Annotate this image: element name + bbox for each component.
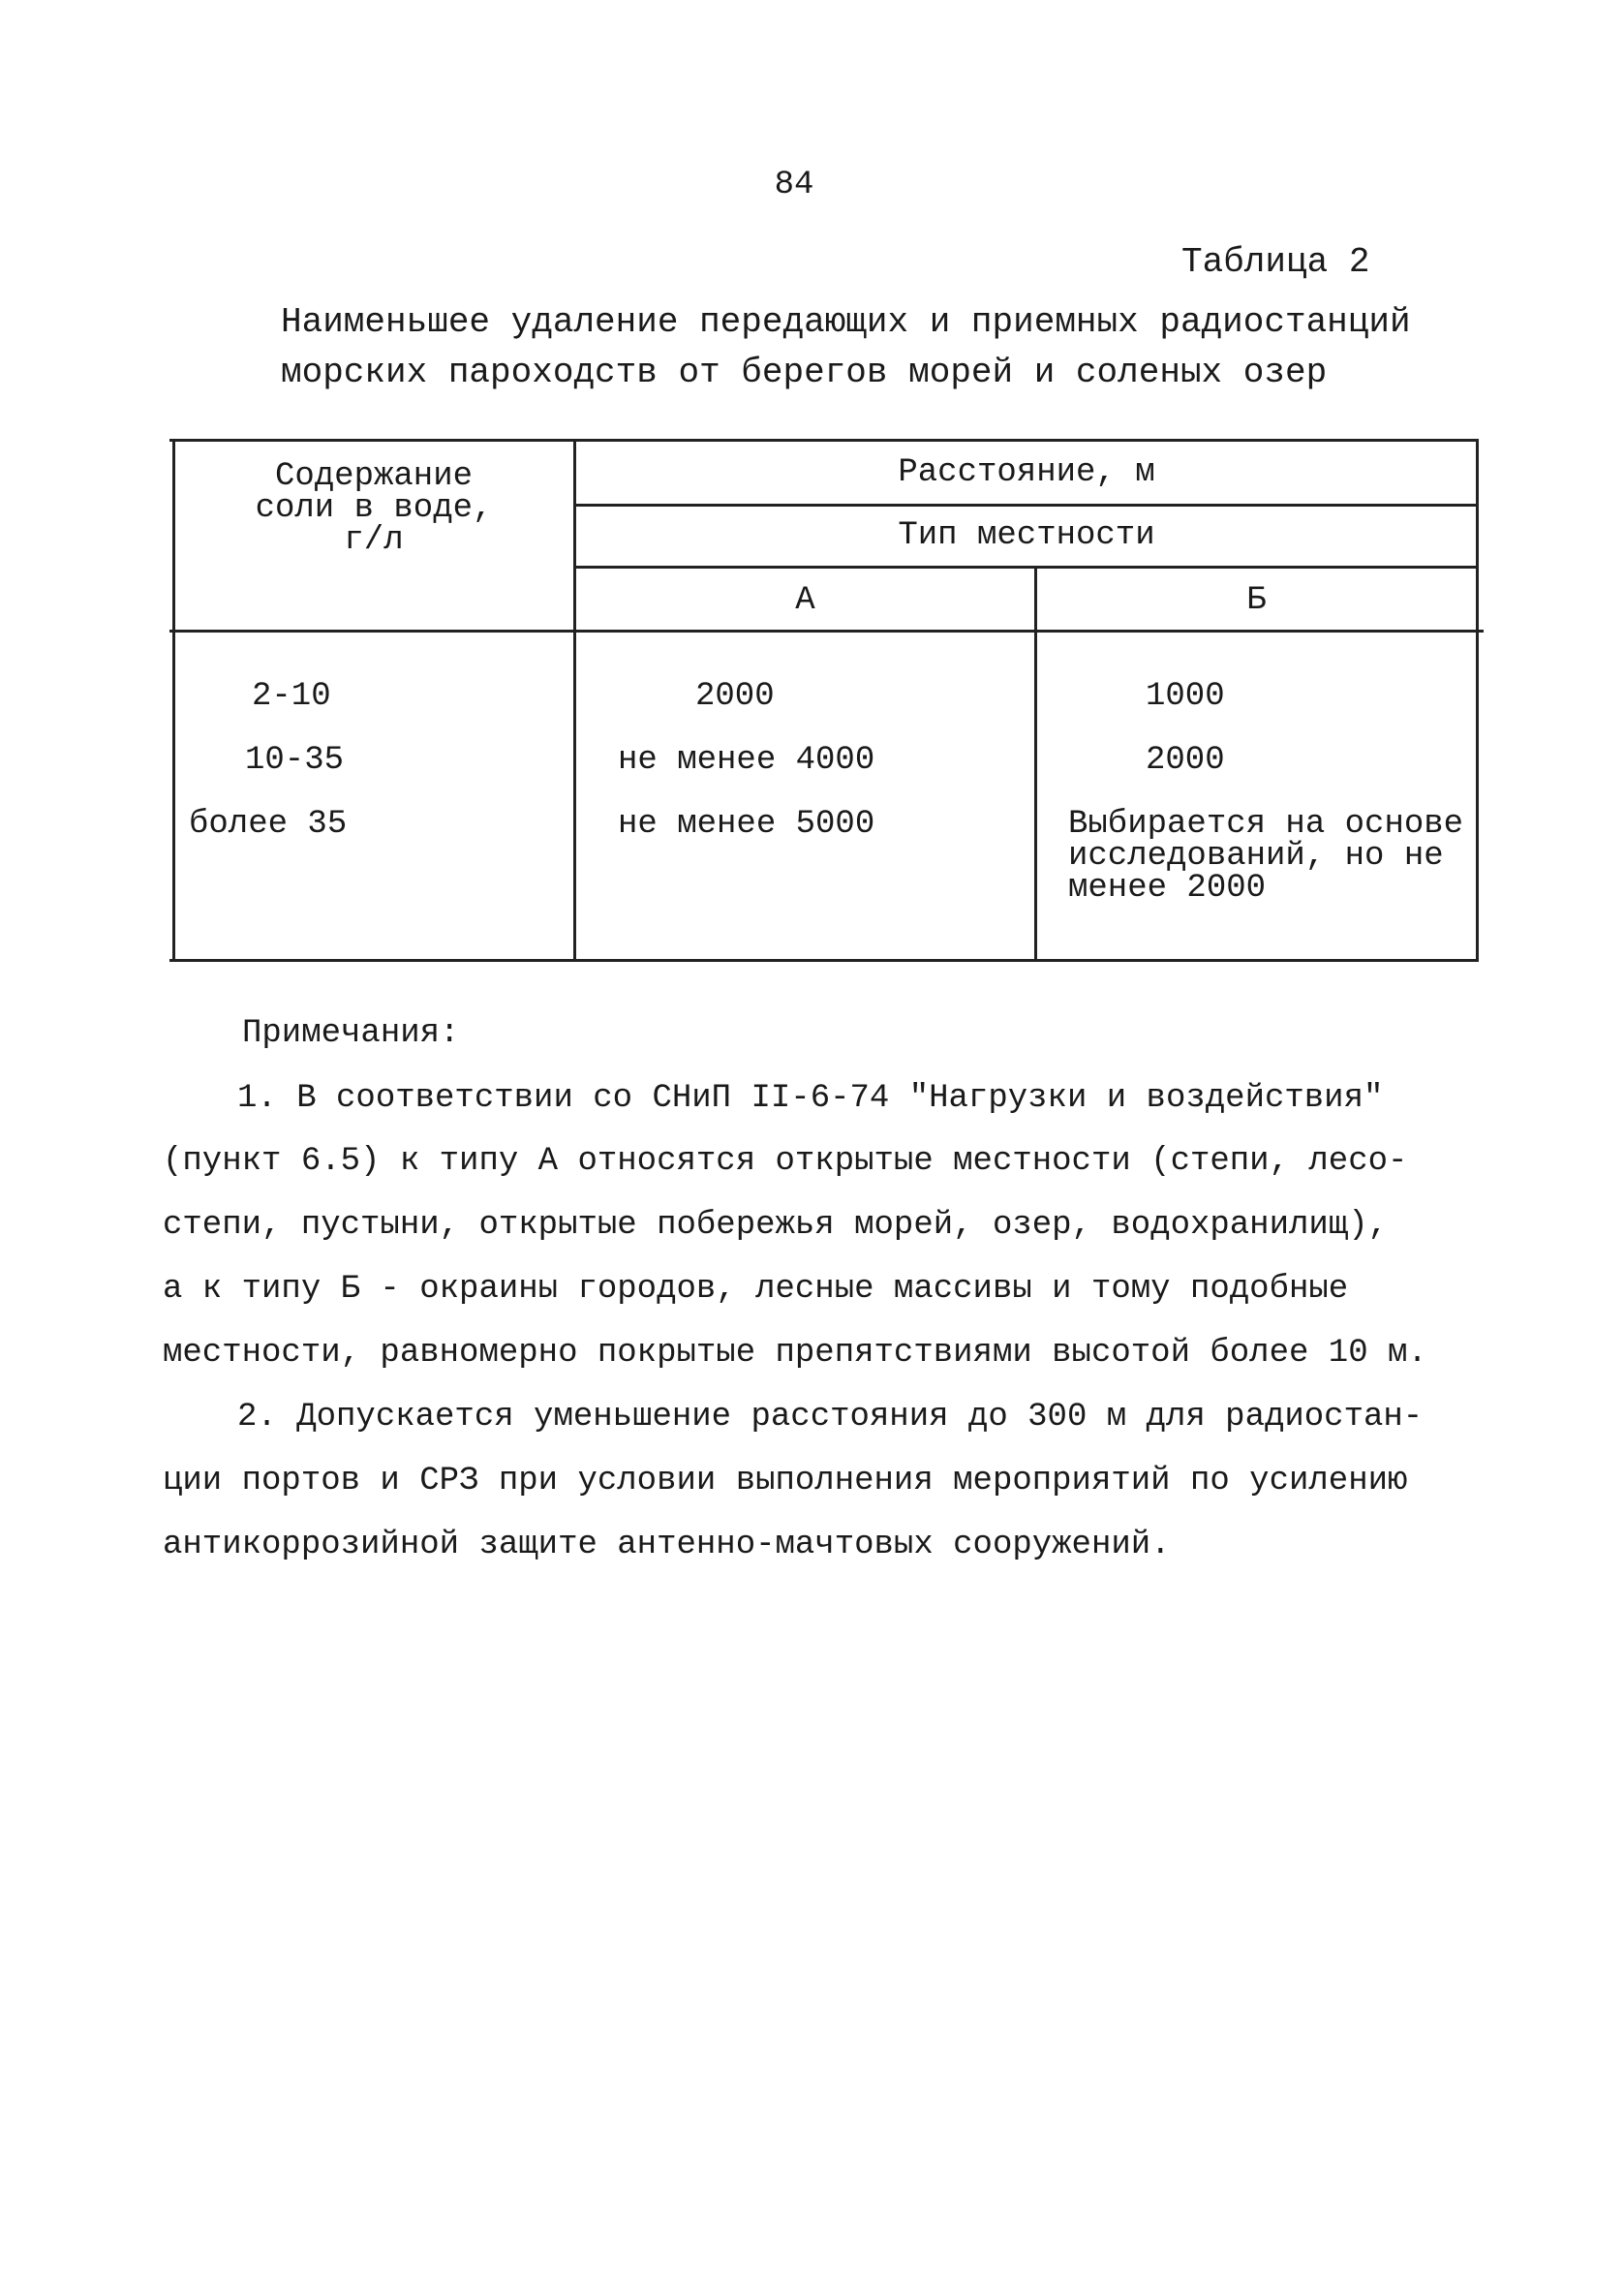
table-title-line-1: Наименьшее удаление передающих и приемных радиостанций: [281, 302, 1411, 342]
header-salt-line-3: г/л: [344, 522, 404, 559]
table-label: Таблица 2: [1181, 242, 1370, 282]
header-salt-line-2: соли в воде,: [255, 490, 493, 527]
header-terrain: Тип местности: [898, 517, 1155, 554]
note-line: а к типу Б - окраины городов, лесные массивы и тому подобные: [163, 1271, 1349, 1308]
note-line: местности, равномерно покрытые препятствиями высотой более 10 м.: [163, 1335, 1427, 1372]
header-col-a: А: [795, 582, 815, 619]
row1-type-a: 2000: [695, 678, 775, 715]
header-distance: Расстояние, м: [898, 454, 1155, 491]
row1-type-b: 1000: [1146, 678, 1225, 715]
header-salt-line-1: Содержание: [274, 458, 474, 495]
note-line: степи, пустыни, открытые побережья морей, озер, водохранилищ),: [163, 1207, 1389, 1244]
table-border-top: [169, 439, 1479, 442]
table-border-right: [1476, 439, 1479, 960]
row2-salt: 10-35: [245, 742, 345, 779]
row3-type-b-line-2: исследований, но не: [1068, 838, 1444, 875]
notes-title: Примечания:: [242, 1015, 460, 1052]
table-divider-ab: [1034, 568, 1037, 960]
table-border-bottom: [169, 959, 1479, 962]
row1-salt: 2-10: [252, 678, 331, 715]
row3-type-b-line-3: менее 2000: [1068, 870, 1267, 907]
row3-salt: более 35: [189, 806, 348, 843]
table-rule-header-1: [573, 504, 1479, 507]
header-col-b: Б: [1246, 582, 1267, 619]
row2-type-b: 2000: [1146, 742, 1225, 779]
note-line: 1. В соответствии со СНиП II-6-74 "Нагрузки и воздействия": [237, 1080, 1384, 1117]
row3-type-a: не менее 5000: [618, 806, 875, 843]
page-number: 84: [774, 167, 814, 203]
row2-type-a: не менее 4000: [618, 742, 875, 779]
note-line: ции портов и СРЗ при условии выполнения мероприятий по усилению: [163, 1463, 1408, 1499]
table-title-line-2: морских пароходств от берегов морей и соленых озер: [281, 353, 1328, 392]
note-line: 2. Допускается уменьшение расстояния до 300 м для радиостан-: [237, 1399, 1424, 1436]
table-rule-header-bottom: [169, 630, 1484, 633]
note-line: (пункт 6.5) к типу А относятся открытые местности (степи, лесо-: [163, 1143, 1408, 1180]
table-divider-salt: [573, 439, 576, 960]
note-line: антикоррозийной защите антенно-мачтовых сооружений.: [163, 1527, 1171, 1563]
table-rule-header-2: [573, 566, 1479, 569]
row3-type-b-line-1: Выбирается на основе: [1068, 806, 1464, 843]
